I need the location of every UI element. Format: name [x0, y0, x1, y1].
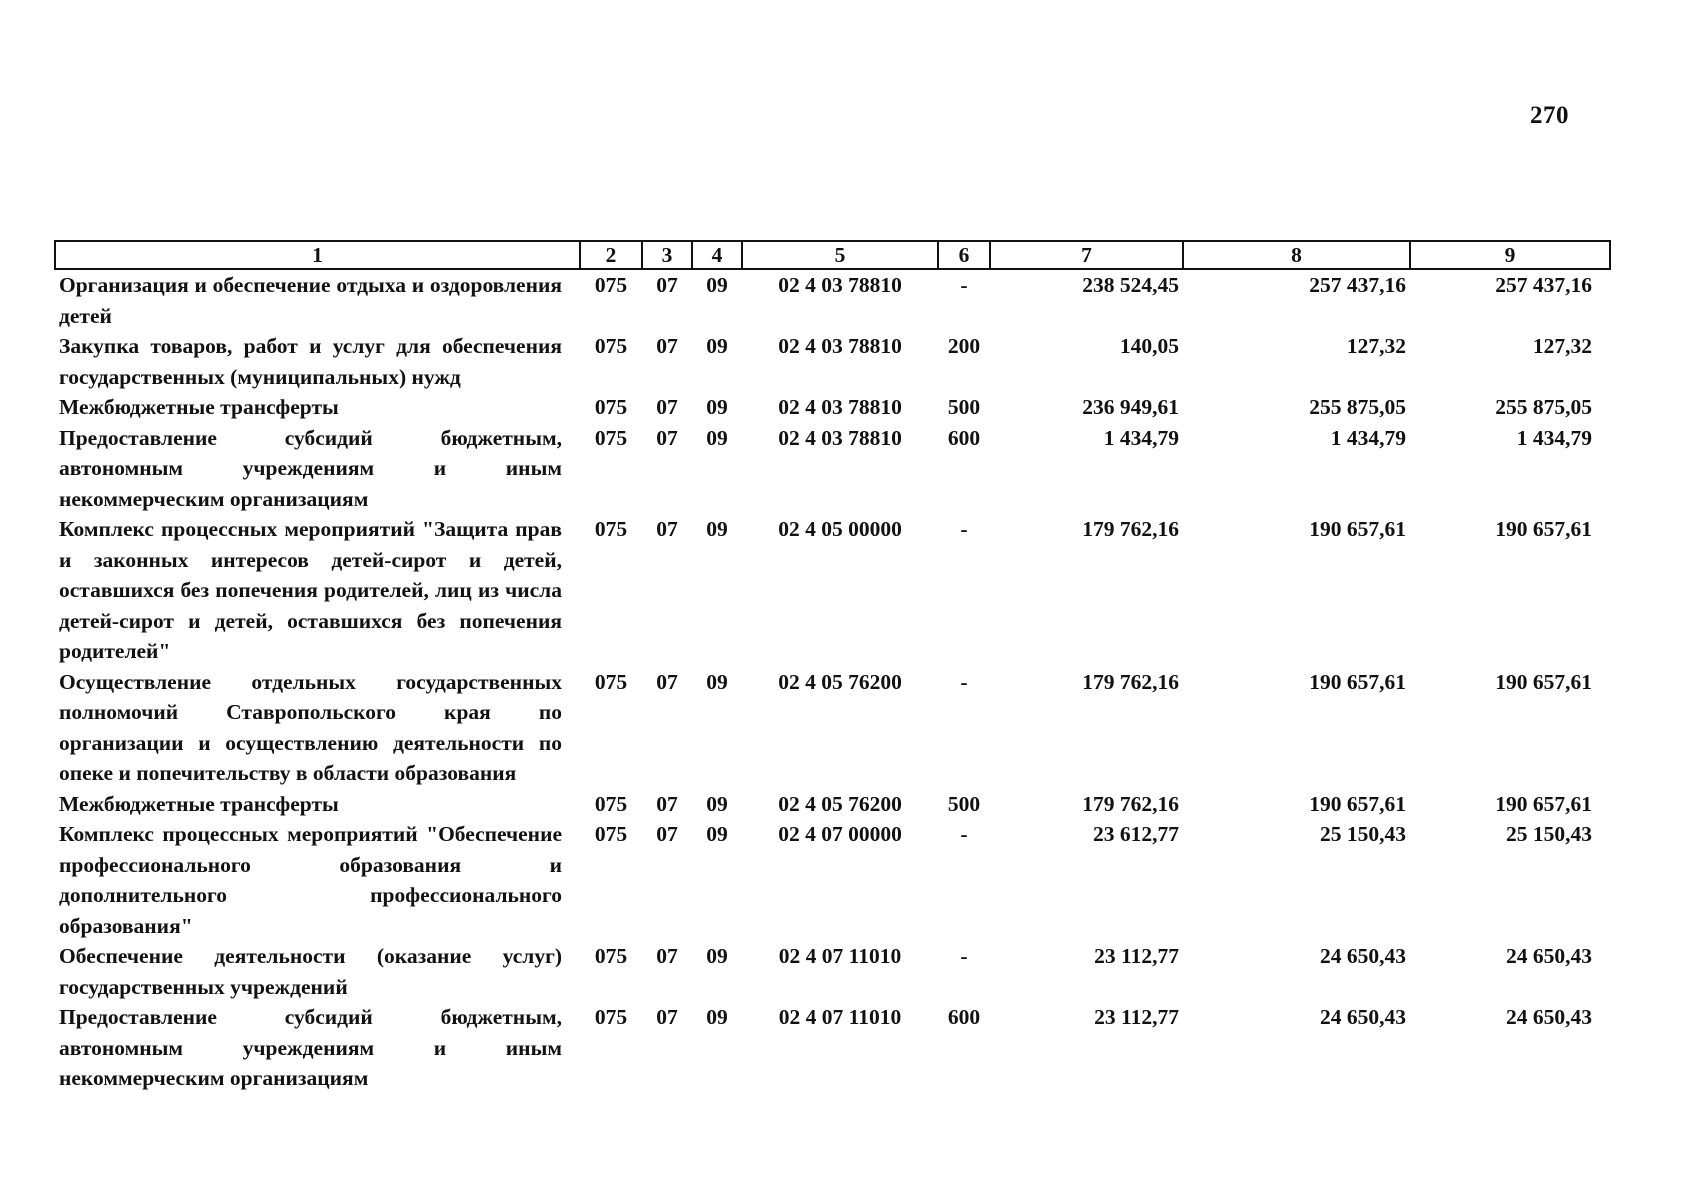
cell-col-6: 500	[947, 791, 981, 816]
cell-col-3: 07	[656, 517, 678, 541]
cell-col-8: 257 437,16	[1309, 273, 1406, 297]
cell-col-3: 07	[656, 395, 678, 419]
table-row	[55, 667, 1610, 789]
cell-col-2: 075	[594, 395, 628, 419]
cell-col-2: 075	[594, 334, 628, 358]
cell-col-5: 02 4 03 78810	[778, 334, 902, 358]
cell-col-4: 09	[706, 1005, 728, 1029]
row-name: Комплекс процессных мероприятий "Обеспечение профессионального образования и дополнительного профессионального образования"	[59, 822, 562, 938]
cell-col-5: 02 4 03 78810	[778, 425, 902, 450]
cell-col-8: 25 150,43	[1320, 822, 1406, 846]
cell-col-5: 02 4 05 76200	[778, 669, 902, 694]
row-name: Закупка товаров, работ и услуг для обеспечения государственных (муниципальных) нужд	[59, 334, 562, 389]
cell-col-5: 02 4 05 00000	[778, 517, 902, 541]
header-col-3: 3	[642, 241, 692, 269]
cell-col-8: 190 657,61	[1309, 791, 1406, 816]
cell-col-9: 25 150,43	[1506, 822, 1592, 846]
cell-col-2: 075	[594, 944, 628, 968]
row-name: Комплекс процессных мероприятий "Защита прав и законных интересов детей-сирот и детей, оставшихся без попечения родителей, лиц из числа детей-сирот и детей, оставшихся без попечения родителей"	[59, 517, 562, 663]
cell-col-8: 255 875,05	[1309, 395, 1406, 419]
table-row	[55, 941, 1610, 1002]
cell-col-7: 179 762,16	[1082, 517, 1179, 541]
cell-col-9: 127,32	[1532, 334, 1592, 358]
header-col-4: 4	[692, 241, 742, 269]
row-name: Межбюджетные трансферты	[59, 395, 339, 419]
table-row	[55, 789, 1610, 820]
header-col-9: 9	[1410, 241, 1610, 269]
cell-col-5: 02 4 07 11010	[778, 944, 902, 968]
page-number: 270	[1530, 102, 1569, 129]
header-col-6: 6	[938, 241, 990, 269]
cell-col-3: 07	[656, 944, 678, 968]
table-row	[55, 423, 1610, 515]
cell-col-8: 127,32	[1346, 334, 1406, 358]
cell-col-4: 09	[706, 395, 728, 419]
cell-col-5: 02 4 05 76200	[778, 791, 902, 816]
cell-col-4: 09	[706, 669, 728, 694]
cell-col-9: 24 650,43	[1506, 944, 1592, 968]
cell-col-4: 09	[706, 791, 728, 816]
cell-col-6: 600	[947, 1005, 981, 1029]
cell-col-5: 02 4 07 00000	[778, 822, 902, 846]
cell-col-2: 075	[594, 791, 628, 816]
header-col-8: 8	[1183, 241, 1410, 269]
cell-col-5: 02 4 03 78810	[778, 395, 902, 419]
cell-col-4: 09	[706, 517, 728, 541]
cell-col-7: 23 112,77	[1094, 944, 1179, 968]
cell-col-2: 075	[594, 1005, 628, 1029]
budget-table	[54, 240, 1611, 1094]
header-col-7: 7	[990, 241, 1183, 269]
header-col-1: 1	[55, 241, 580, 269]
cell-col-9: 24 650,43	[1506, 1005, 1592, 1029]
table-row	[55, 331, 1610, 392]
cell-col-8: 1 434,79	[1330, 425, 1406, 450]
row-name: Обеспечение деятельности (оказание услуг) государственных учреждений	[59, 944, 562, 999]
row-name: Осуществление отдельных государственных полномочий Ставропольского края по организации и осуществлению деятельности по опеке и попечительству в области образования	[59, 669, 562, 785]
table-row	[55, 819, 1610, 941]
cell-col-4: 09	[706, 944, 728, 968]
cell-col-3: 07	[656, 273, 678, 297]
cell-col-6: -	[960, 822, 968, 846]
table-row	[55, 1002, 1610, 1094]
row-name: Предоставление субсидий бюджетным, автономным учреждениям и иным некоммерческим организациям	[59, 425, 562, 511]
cell-col-4: 09	[706, 425, 728, 450]
cell-col-7: 1 434,79	[1103, 425, 1179, 450]
cell-col-9: 1 434,79	[1516, 425, 1592, 450]
row-name: Организация и обеспечение отдыха и оздоровления детей	[59, 273, 562, 328]
table-header-row	[55, 241, 1610, 269]
cell-col-3: 07	[656, 334, 678, 358]
cell-col-4: 09	[706, 273, 728, 297]
cell-col-3: 07	[656, 425, 678, 450]
cell-col-7: 179 762,16	[1082, 791, 1179, 816]
cell-col-3: 07	[656, 669, 678, 694]
cell-col-7: 236 949,61	[1082, 395, 1179, 419]
cell-col-6: 500	[947, 395, 981, 419]
cell-col-6: -	[960, 517, 968, 541]
row-name: Предоставление субсидий бюджетным, автономным учреждениям и иным некоммерческим организациям	[59, 1005, 562, 1090]
cell-col-6: 200	[947, 334, 981, 358]
cell-col-8: 24 650,43	[1320, 944, 1406, 968]
header-col-2: 2	[580, 241, 642, 269]
cell-col-8: 190 657,61	[1309, 517, 1406, 541]
cell-col-7: 179 762,16	[1082, 669, 1179, 694]
cell-col-2: 075	[594, 669, 628, 694]
cell-col-9: 257 437,16	[1495, 273, 1592, 297]
header-col-5: 5	[742, 241, 938, 269]
cell-col-3: 07	[656, 791, 678, 816]
cell-col-9: 190 657,61	[1495, 517, 1592, 541]
cell-col-7: 238 524,45	[1082, 273, 1179, 297]
cell-col-2: 075	[594, 425, 628, 450]
cell-col-5: 02 4 07 11010	[778, 1005, 902, 1029]
cell-col-9: 190 657,61	[1495, 669, 1592, 694]
cell-col-8: 190 657,61	[1309, 669, 1406, 694]
cell-col-4: 09	[706, 822, 728, 846]
cell-col-3: 07	[656, 1005, 678, 1029]
cell-col-9: 255 875,05	[1495, 395, 1592, 419]
cell-col-6: -	[960, 669, 968, 694]
cell-col-8: 24 650,43	[1320, 1005, 1406, 1029]
cell-col-7: 23 612,77	[1093, 822, 1179, 846]
cell-col-2: 075	[594, 273, 628, 297]
table-row	[55, 392, 1610, 423]
row-name: Межбюджетные трансферты	[59, 791, 339, 816]
cell-col-2: 075	[594, 517, 628, 541]
cell-col-4: 09	[706, 334, 728, 358]
table-row	[55, 514, 1610, 667]
cell-col-7: 140,05	[1119, 334, 1179, 358]
cell-col-5: 02 4 03 78810	[778, 273, 902, 297]
cell-col-9: 190 657,61	[1495, 791, 1592, 816]
cell-col-6: -	[960, 273, 968, 297]
cell-col-6: 600	[947, 425, 981, 450]
cell-col-3: 07	[656, 822, 678, 846]
cell-col-2: 075	[594, 822, 628, 846]
cell-col-7: 23 112,77	[1094, 1005, 1179, 1029]
table-row	[55, 269, 1610, 331]
cell-col-6: -	[960, 944, 968, 968]
